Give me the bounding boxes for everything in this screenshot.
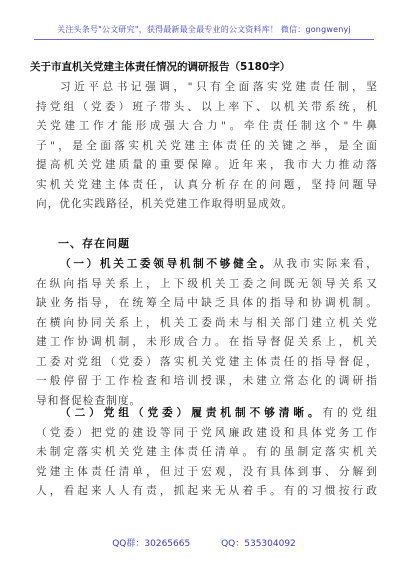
footer-qq: QQ：535304092 — [221, 539, 296, 549]
subsection-2-line: 党建主体责任清单，但过于宏观，没有具体到事、分解到 — [36, 465, 378, 478]
subsection-1-title: （一）机关工委领导机制不够健全。 — [60, 258, 274, 270]
subsection-2-paragraph — [36, 404, 378, 502]
subsection-2-first-line — [36, 404, 378, 424]
subsection-2-line: 人，看起来人人有责，抓起来无从着手。有的习惯按行政 — [36, 485, 378, 497]
subsection-1-line: 从我市实际来看， — [273, 258, 378, 270]
subsection-1-line: 在横向协同关系上，机关工委尚未与相关部门建立机关党 — [36, 316, 378, 329]
subsection-2-title: （二）党组（党委）履责机制不够清晰。 — [60, 407, 323, 419]
subsection-2-line: 有的党组 — [322, 407, 378, 419]
intro-line: 关党建工作才能形成强大合力"。牵住责任制这个"牛鼻 — [36, 120, 378, 132]
subsection-1-line: 工委对党组（党委）落实机关党建主体责任的指导督促， — [36, 355, 378, 368]
subsection-2-line: 未制定落实机关党建主体责任清单。有的虽制定落实机关 — [36, 446, 378, 458]
intro-line: 提高机关党建质量的重要保障。近年来，我市大力推动落 — [36, 159, 378, 171]
subsection-1-line: 导和督促检查制度。 — [36, 394, 142, 407]
subsection-1-line: 在纵向指导关系上，上下级机关工委之间既无领导关系又 — [36, 277, 378, 290]
intro-line: 实机关党建主体责任，认真分析存在的问题，坚持问题导 — [36, 178, 378, 191]
intro-paragraph — [36, 78, 378, 215]
subsection-1-line: 缺业务指导，在统筹全局中缺乏具体的指导和协调机制。 — [36, 297, 378, 309]
intro-line: 子"，是全面落实机关党建主体责任的关键之举，是全面 — [36, 139, 378, 152]
subsection-1-line: 建工作协调机制，未形成合力。在指导督促关系上，机关 — [36, 336, 378, 348]
subsection-2-line: （党委）把党的建设等同于党风廉政建设和具体党务工作 — [36, 426, 378, 439]
header-note: 关注头条号"公文研究"，获得最新最全最专业的公文资料库！ 微信：gongwenyj — [57, 25, 351, 34]
footer-contact — [0, 536, 408, 549]
subsection-1-first-line — [36, 255, 378, 275]
header-divider — [34, 39, 374, 40]
intro-line: 向，优化实践路径，机关党建工作取得明显成效。 — [36, 198, 294, 210]
subsection-1-line: 一般停留于工作检查和培训授课，未建立常态化的调研指 — [36, 375, 378, 387]
document-title: 关于市直机关党建主体责任情况的调研报告（5180字） — [30, 61, 291, 73]
intro-line: 习近平总书记强调，"只有全面落实党建责任制，坚 — [60, 81, 378, 93]
footer-qq-group: QQ群：30265665 — [112, 539, 191, 549]
intro-line: 持党组（党委）班子带头、以上率下、以机关带系统，机 — [36, 100, 378, 113]
subsection-1-paragraph — [36, 255, 378, 411]
section-heading: 一、存在问题 — [58, 237, 130, 250]
